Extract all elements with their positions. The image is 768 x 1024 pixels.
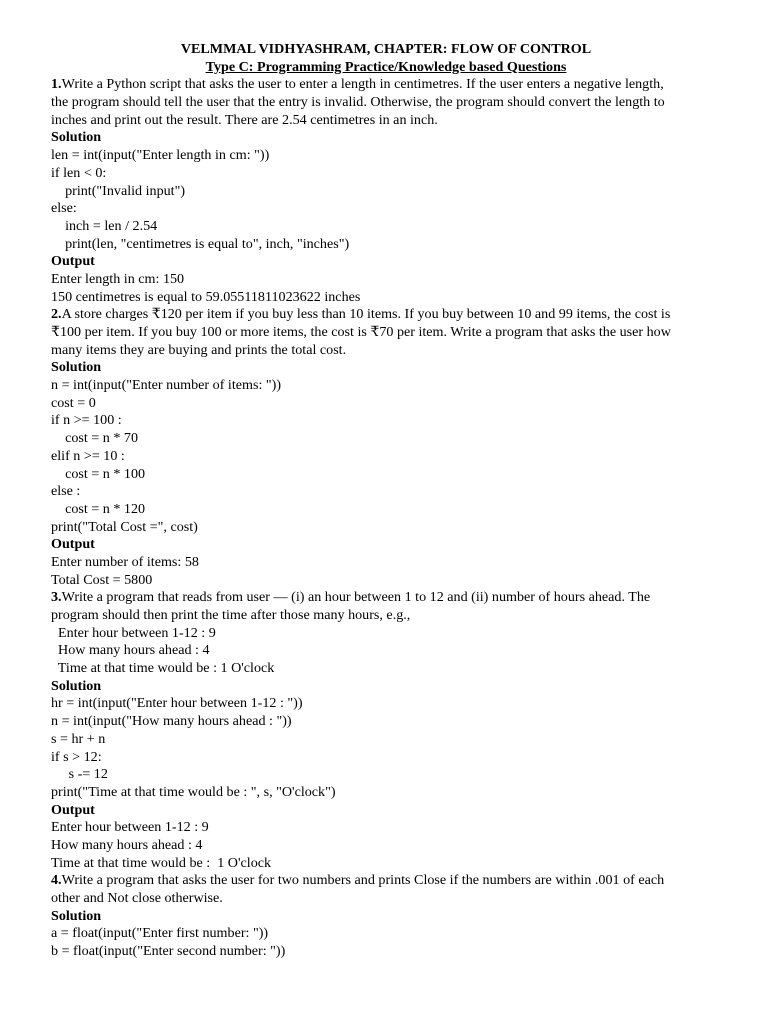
- output-line: Total Cost = 5800: [51, 571, 153, 588]
- solution-heading: Solution: [51, 907, 102, 924]
- code-line: else :: [51, 483, 81, 500]
- document-title: VELMMAL VIDHYASHRAM, CHAPTER: FLOW OF CONTROL: [180, 41, 592, 57]
- output-line: Enter number of items: 58: [51, 553, 199, 570]
- code-line: a = float(input("Enter first number: ")): [51, 925, 269, 942]
- code-line: else:: [51, 200, 77, 217]
- code-line: cost = 0: [51, 394, 96, 411]
- code-line: b = float(input("Enter second number: ")): [51, 943, 286, 960]
- output-line: 150 centimetres is equal to 59.05511811023622 inches: [51, 288, 361, 305]
- output-heading: Output: [51, 536, 95, 553]
- output-line: Enter length in cm: 150: [51, 270, 185, 287]
- solution-heading: Solution: [51, 359, 102, 376]
- question-example-line: Enter hour between 1-12 : 9: [51, 624, 216, 641]
- code-line: n = int(input("How many hours ahead : ")): [51, 713, 292, 730]
- question-2: [51, 306, 721, 589]
- code-line: print("Total Cost =", cost): [51, 518, 198, 535]
- output-line: Enter hour between 1-12 : 9: [51, 819, 209, 836]
- output-line: How many hours ahead : 4: [51, 836, 203, 853]
- solution-heading: Solution: [51, 129, 102, 146]
- code-line: if n >= 100 :: [51, 412, 122, 429]
- question-text-line: other and Not close otherwise.: [51, 890, 223, 906]
- code-line: elif n >= 10 :: [51, 447, 125, 464]
- code-line: s -= 12: [51, 766, 108, 783]
- question-3: [51, 589, 721, 872]
- question-text-line: 1.Write a Python script that asks the user to enter a length in centimetres. If the user enters a negative length,: [51, 76, 664, 93]
- question-text-line: program should then print the time after those many hours, e.g.,: [51, 607, 411, 623]
- code-line: s = hr + n: [51, 730, 106, 747]
- code-line: cost = n * 120: [51, 500, 146, 517]
- code-line: len = int(input("Enter length in cm: ")): [51, 147, 270, 164]
- question-1: [51, 76, 721, 306]
- output-line: Time at that time would be : 1 O'clock: [51, 854, 272, 871]
- output-heading: Output: [51, 801, 95, 818]
- document-subtitle: Type C: Programming Practice/Knowledge based Questions: [205, 58, 567, 75]
- question-text-line: 2.A store charges ₹120 per item if you buy less than 10 items. If you buy between 10 and 99 items, the cost is: [51, 306, 671, 323]
- question-example-line: Time at that time would be : 1 O'clock: [51, 660, 275, 677]
- code-line: cost = n * 100: [51, 465, 146, 482]
- question-text-line: 4.Write a program that asks the user for two numbers and prints Close if the numbers are within .001 of each: [51, 872, 665, 889]
- question-4: [51, 872, 721, 960]
- question-number: 4.: [51, 872, 62, 889]
- code-line: if s > 12:: [51, 748, 102, 765]
- code-line: hr = int(input("Enter hour between 1-12 : ")): [51, 695, 303, 712]
- code-line: cost = n * 70: [51, 430, 139, 447]
- code-line: n = int(input("Enter number of items: ")): [51, 377, 282, 394]
- code-line: print("Time at that time would be : ", s, "O'clock"): [51, 783, 336, 800]
- code-line: if len < 0:: [51, 164, 107, 181]
- question-text-line: inches and print out the result. There are 2.54 centimetres in an inch.: [51, 111, 438, 128]
- document-page: [51, 41, 721, 961]
- code-line: print("Invalid input"): [51, 182, 186, 199]
- question-example-line: How many hours ahead : 4: [51, 642, 210, 659]
- question-text-line: ₹100 per item. If you buy 100 or more items, the cost is ₹70 per item. Write a program that asks the user how: [51, 324, 671, 340]
- solution-heading: Solution: [51, 677, 102, 694]
- question-text-line: many items they are buying and prints the total cost.: [51, 341, 347, 358]
- output-heading: Output: [51, 253, 95, 270]
- code-line: print(len, "centimetres is equal to", inch, "inches"): [51, 235, 350, 252]
- question-text-line: 3.Write a program that reads from user — (i) an hour between 1 to 12 and (ii) number of hours ahead. The: [51, 589, 651, 606]
- question-number: 2.: [51, 306, 62, 323]
- question-number: 1.: [51, 76, 62, 93]
- question-text-line: the program should tell the user that the entry is invalid. Otherwise, the program should convert the length to: [51, 94, 665, 111]
- code-line: inch = len / 2.54: [51, 217, 158, 234]
- question-number: 3.: [51, 589, 62, 606]
